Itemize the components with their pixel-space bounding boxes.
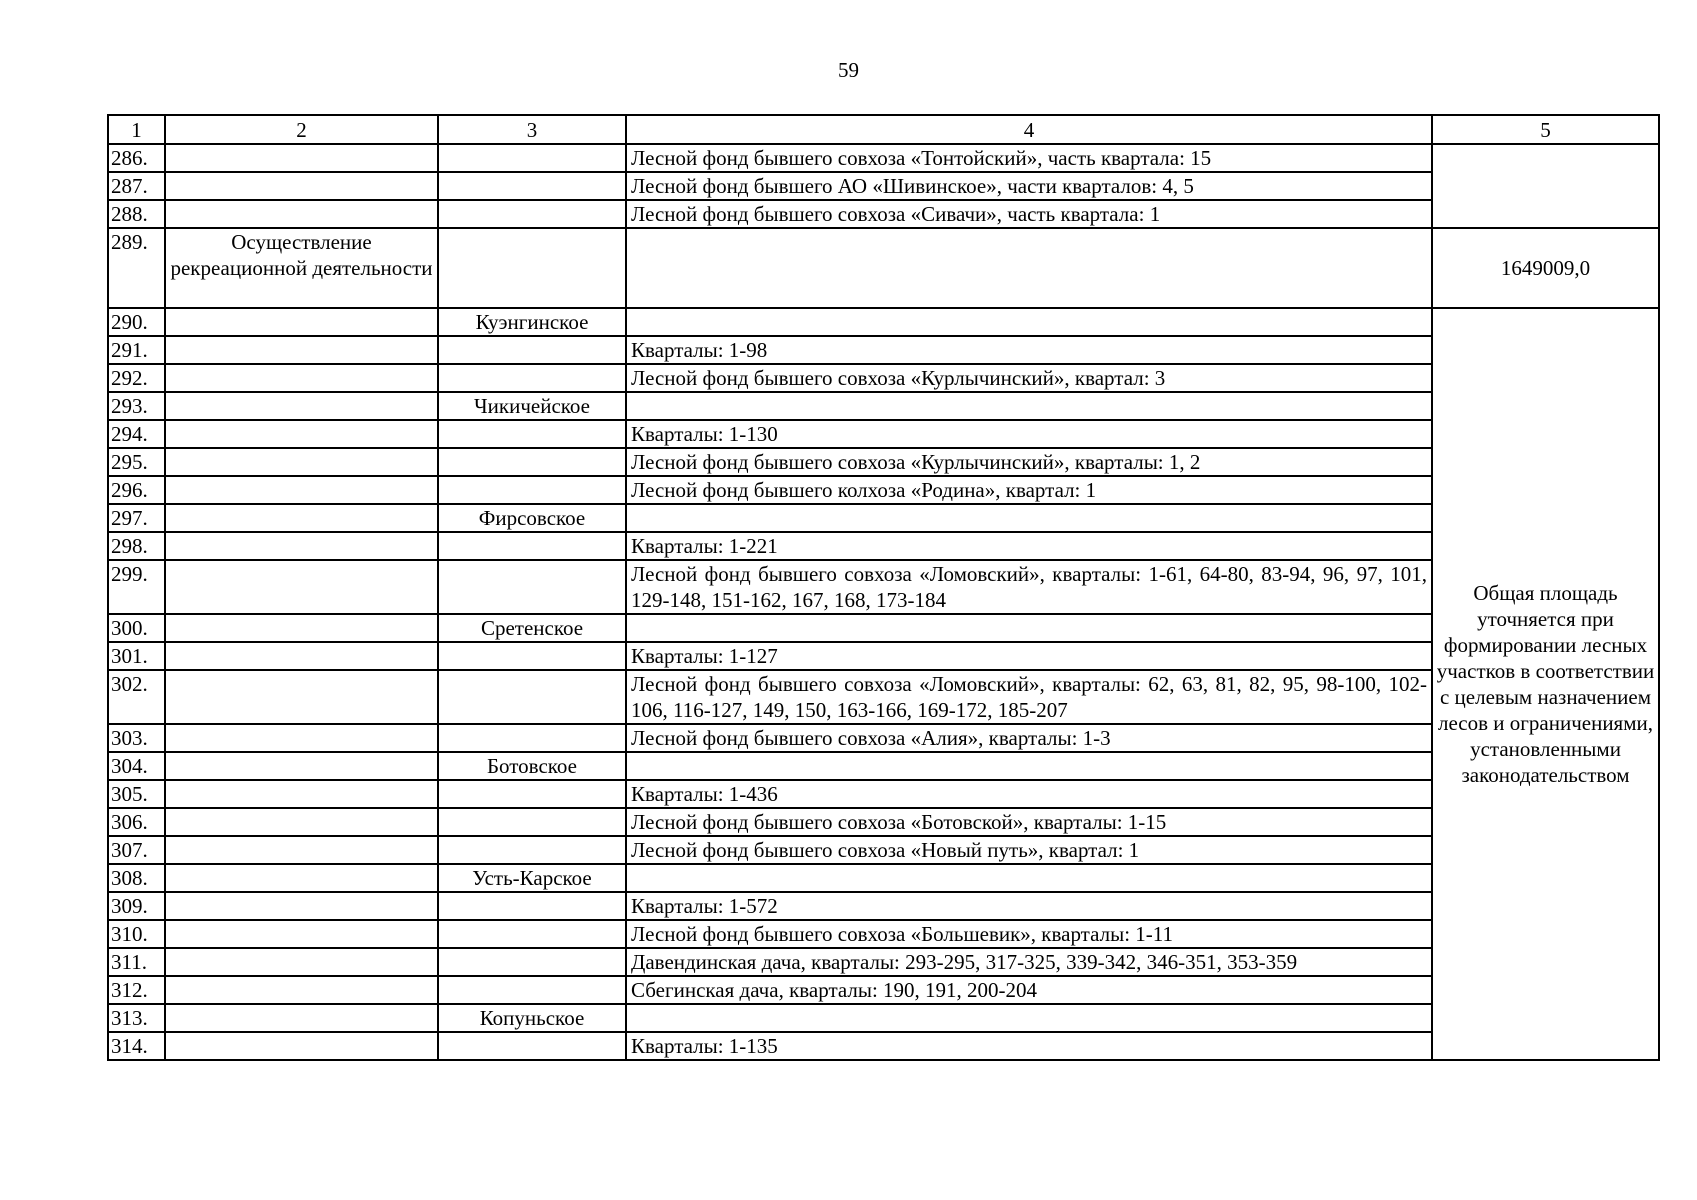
activity-type-cell [165, 392, 438, 420]
table-row [108, 1032, 1659, 1060]
district-forestry-cell [438, 200, 626, 228]
activity-type-cell [165, 364, 438, 392]
activity-type-cell [165, 308, 438, 336]
district-forestry-cell [438, 336, 626, 364]
table-row [108, 724, 1659, 752]
forest-quarters-cell: Лесной фонд бывшего колхоза «Родина», квартал: 1 [626, 476, 1432, 504]
district-forestry-cell [438, 144, 626, 172]
table-row [108, 560, 1659, 614]
row-number: 298. [108, 532, 165, 560]
row-number: 310. [108, 920, 165, 948]
table-row [108, 228, 1659, 308]
activity-type-cell [165, 448, 438, 476]
table-row [108, 976, 1659, 1004]
activity-type-cell [165, 172, 438, 200]
row-number: 307. [108, 836, 165, 864]
column-header: 2 [165, 115, 438, 144]
district-forestry-cell [438, 808, 626, 836]
row-number: 294. [108, 420, 165, 448]
table-row [108, 532, 1659, 560]
row-number: 303. [108, 724, 165, 752]
activity-type-cell [165, 420, 438, 448]
district-forestry-cell [438, 532, 626, 560]
forest-quarters-cell: Кварталы: 1-436 [626, 780, 1432, 808]
district-forestry-cell [438, 1032, 626, 1060]
forest-quarters-cell [626, 1004, 1432, 1032]
table-row [108, 144, 1659, 172]
activity-type-cell [165, 976, 438, 1004]
forest-quarters-cell [626, 308, 1432, 336]
forest-quarters-cell: Лесной фонд бывшего совхоза «Тонтойский», часть квартала: 15 [626, 144, 1432, 172]
table-row [108, 892, 1659, 920]
row-number: 295. [108, 448, 165, 476]
district-forestry-cell [438, 228, 626, 308]
forest-quarters-cell: Кварталы: 1-98 [626, 336, 1432, 364]
table-row [108, 308, 1659, 336]
district-forestry-cell [438, 780, 626, 808]
forest-quarters-cell: Лесной фонд бывшего совхоза «Ботовской», кварталы: 1-15 [626, 808, 1432, 836]
activity-type-cell [165, 752, 438, 780]
forest-quarters-cell [626, 864, 1432, 892]
district-forestry-cell [438, 364, 626, 392]
district-forestry-cell: Копуньское [438, 1004, 626, 1032]
district-forestry-cell [438, 448, 626, 476]
district-forestry-cell [438, 420, 626, 448]
table-row [108, 752, 1659, 780]
activity-type-cell [165, 476, 438, 504]
table-row [108, 836, 1659, 864]
district-forestry-cell [438, 724, 626, 752]
district-forestry-cell [438, 642, 626, 670]
row-number: 289. [108, 228, 165, 308]
forest-quarters-cell: Лесной фонд бывшего совхоза «Алия», кварталы: 1-3 [626, 724, 1432, 752]
forest-quarters-cell: Кварталы: 1-221 [626, 532, 1432, 560]
table-row [108, 670, 1659, 724]
activity-type-cell [165, 864, 438, 892]
table-row [108, 948, 1659, 976]
table-row [108, 200, 1659, 228]
activity-type-cell [165, 614, 438, 642]
activity-type-cell [165, 504, 438, 532]
table-row [108, 1004, 1659, 1032]
district-forestry-cell: Куэнгинское [438, 308, 626, 336]
activity-type-cell [165, 532, 438, 560]
district-forestry-cell [438, 476, 626, 504]
forest-quarters-cell: Лесной фонд бывшего совхоза «Ломовский», кварталы: 62, 63, 81, 82, 95, 98-100, 102-106, 116-127, 149, 150, 163-166, 169-172, 185-207 [626, 670, 1432, 724]
table-row [108, 392, 1659, 420]
table-row [108, 420, 1659, 448]
forest-quarters-cell: Сбегинская дача, кварталы: 190, 191, 200-204 [626, 976, 1432, 1004]
row-number: 312. [108, 976, 165, 1004]
district-forestry-cell [438, 976, 626, 1004]
forest-quarters-cell: Кварталы: 1-135 [626, 1032, 1432, 1060]
row-number: 309. [108, 892, 165, 920]
table-row [108, 336, 1659, 364]
table-row [108, 920, 1659, 948]
forest-quarters-cell: Кварталы: 1-572 [626, 892, 1432, 920]
row-number: 287. [108, 172, 165, 200]
row-number: 292. [108, 364, 165, 392]
activity-type-cell [165, 724, 438, 752]
district-forestry-cell: Ботовское [438, 752, 626, 780]
page-number: 59 [838, 58, 859, 82]
row-number: 291. [108, 336, 165, 364]
row-number: 300. [108, 614, 165, 642]
table-row [108, 808, 1659, 836]
row-number: 313. [108, 1004, 165, 1032]
activity-type-cell [165, 948, 438, 976]
column-header: 5 [1432, 115, 1659, 144]
table-row [108, 364, 1659, 392]
table-row [108, 780, 1659, 808]
forest-quarters-cell: Лесной фонд бывшего совхоза «Ломовский», кварталы: 1-61, 64-80, 83-94, 96, 97, 101, 129-148, 151-162, 167, 168, 173-184 [626, 560, 1432, 614]
forest-quarters-cell: Лесной фонд бывшего совхоза «Большевик», кварталы: 1-11 [626, 920, 1432, 948]
forest-quarters-cell: Лесной фонд бывшего совхоза «Сивачи», часть квартала: 1 [626, 200, 1432, 228]
forest-quarters-cell: Лесной фонд бывшего совхоза «Курлычинский», кварталы: 1, 2 [626, 448, 1432, 476]
row-number: 301. [108, 642, 165, 670]
activity-type-cell [165, 836, 438, 864]
district-forestry-cell [438, 560, 626, 614]
district-forestry-cell [438, 920, 626, 948]
row-number: 296. [108, 476, 165, 504]
district-forestry-cell: Чикичейское [438, 392, 626, 420]
row-number: 293. [108, 392, 165, 420]
row-number: 305. [108, 780, 165, 808]
forest-quarters-cell [626, 228, 1432, 308]
activity-type-cell [165, 144, 438, 172]
row-number: 314. [108, 1032, 165, 1060]
forest-quarters-cell: Давендинская дача, кварталы: 293-295, 317-325, 339-342, 346-351, 353-359 [626, 948, 1432, 976]
district-forestry-cell: Усть-Карское [438, 864, 626, 892]
activity-type-cell [165, 1032, 438, 1060]
table-row [108, 172, 1659, 200]
table-body [108, 144, 1659, 1060]
row-number: 288. [108, 200, 165, 228]
forest-quarters-cell [626, 392, 1432, 420]
table-header-row [108, 115, 1659, 144]
forest-quarters-cell [626, 504, 1432, 532]
area-cell-empty [1432, 144, 1659, 228]
forest-quarters-cell: Лесной фонд бывшего совхоза «Курлычинский», квартал: 3 [626, 364, 1432, 392]
row-number: 302. [108, 670, 165, 724]
forest-quarters-cell: Лесной фонд бывшего АО «Шивинское», части кварталов: 4, 5 [626, 172, 1432, 200]
area-value-cell: 1649009,0 [1432, 228, 1659, 308]
activity-type-cell [165, 920, 438, 948]
district-forestry-cell [438, 836, 626, 864]
district-forestry-cell [438, 948, 626, 976]
area-note-cell: Общая площадь уточняется при формировании лесных участков в соответствии с целевым назначением лесов и ограничениями, установленными законодательством [1432, 308, 1659, 1060]
table-row [108, 864, 1659, 892]
table-row [108, 476, 1659, 504]
activity-type-cell: Осуществление рекреационной деятельности [165, 228, 438, 308]
forest-quarters-cell: Кварталы: 1-127 [626, 642, 1432, 670]
district-forestry-cell [438, 172, 626, 200]
activity-type-cell [165, 808, 438, 836]
district-forestry-cell [438, 670, 626, 724]
table-row [108, 504, 1659, 532]
activity-type-cell [165, 200, 438, 228]
row-number: 286. [108, 144, 165, 172]
row-number: 297. [108, 504, 165, 532]
row-number: 290. [108, 308, 165, 336]
row-number: 304. [108, 752, 165, 780]
forest-quarters-cell: Кварталы: 1-130 [626, 420, 1432, 448]
row-number: 308. [108, 864, 165, 892]
activity-type-cell [165, 642, 438, 670]
activity-type-cell [165, 560, 438, 614]
column-header: 3 [438, 115, 626, 144]
table-row [108, 642, 1659, 670]
table-row [108, 448, 1659, 476]
activity-type-cell [165, 892, 438, 920]
district-forestry-cell: Фирсовское [438, 504, 626, 532]
forest-quarters-cell [626, 752, 1432, 780]
activity-type-cell [165, 780, 438, 808]
column-header: 1 [108, 115, 165, 144]
forest-quarters-cell [626, 614, 1432, 642]
forest-area-table [107, 114, 1660, 1061]
row-number: 306. [108, 808, 165, 836]
row-number: 311. [108, 948, 165, 976]
district-forestry-cell: Сретенское [438, 614, 626, 642]
activity-type-cell [165, 1004, 438, 1032]
column-header: 4 [626, 115, 1432, 144]
row-number: 299. [108, 560, 165, 614]
district-forestry-cell [438, 892, 626, 920]
activity-type-cell [165, 336, 438, 364]
forest-quarters-cell: Лесной фонд бывшего совхоза «Новый путь», квартал: 1 [626, 836, 1432, 864]
table-row [108, 614, 1659, 642]
activity-type-cell [165, 670, 438, 724]
